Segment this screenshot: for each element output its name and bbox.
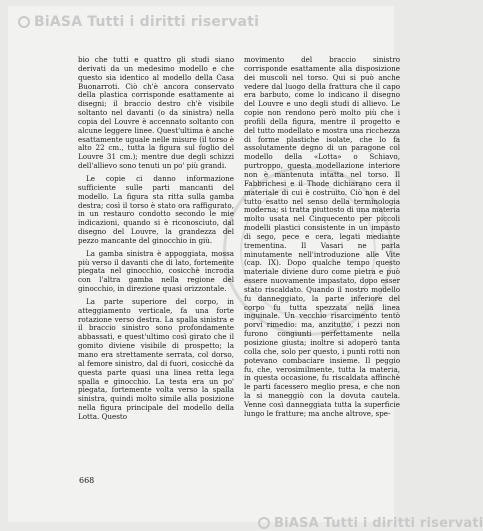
watermark-top bbox=[18, 14, 259, 30]
page-number: 668 bbox=[79, 476, 95, 485]
paragraph: movimento del braccio sinistro corrisponde esattamente alla disposizione dei muscoli nel torso. Qui si può anche vedere dal luogo della frattura che il capo era barbuto, come lo indicano il disegno del Louvre e uno degli studi di allievo. Le copie non rendono però molto più che i profili della figura, mentre il progetto e del tutto modellato e mostra una ricchezza di forme plastiche isolate, che lo fa assolutamente degno di un paragone col modello della «Lotta» o Schiavo, purtroppo, questa modellazione interiore non è mantenuta intatta nel torso. Il Fabbrichesi e il Thode dichiarano cera il materiale di cui è costruito. Ciò non è del tutto esatto nel senso della terminologia moderna; si tratta piuttosto di una materia molto usata nel Cinquecento per piccoli modelli plastici consistente in un impasto di sego, pece e cera, legati mediante trementina. Il Vasari ne parla minutamente nell'introduzione alle Vite (cap. IX). Dopo qualche tempo questo materiale diviene duro come pietra e può essere nuovamente impastato, dopo esser stato riscaldato. Quando il nostro modello fu danneggiato, la parte inferiore del corpo fu tutta spezzata nella linea inguinale. Un vecchio risarcimento tentò porvi rimedio: ma, anzitutto, i pezzi non furono congiunti perfettamente nella posizione giusta; inoltre si adoperò tanta colla che, solo per questo, i punti rotti non potevano combaciare insieme. Il peggio fu, che, verosimilmente, tutta la materia, in questa occasione, fu riscaldata affinchè le parti facessero meglio presa, e che non la si maneggiò con la dovuta cautela. Venne così danneggiata tutta la superficie lungo le fratture; ma anche altrove, spe- bbox=[244, 55, 400, 418]
document-page bbox=[8, 6, 483, 531]
watermark-logo-icon bbox=[18, 16, 30, 28]
watermark-bottom-text: BiASA Tutti i diritti riservati bbox=[274, 516, 483, 531]
text-column-left bbox=[78, 56, 234, 426]
paragraph: La gamba sinistra è appoggiata, mossa più verso il davanti che di lato, fortemente piegata nel ginocchio, cosicchè incrocia con l'altra gamba nella regione del ginocchio, in direzione quasi orizzontale. bbox=[78, 248, 234, 294]
watermark-logo-icon bbox=[258, 517, 270, 529]
watermark-top-text: BiASA Tutti i diritti riservati bbox=[34, 14, 260, 30]
text-column-right bbox=[244, 56, 400, 423]
paragraph: bio che tutti e quattro gli studi siano derivati da un medesimo modello e che questo sia identico al modello della Casa Buonarroti. Ciò ch'è ancora conservato della plastica corrisponde esattamente ai disegni; il braccio destro ch'è visibile soltanto nel davanti (o da sinistra) nella copia del Louvre è accennato soltanto con alcune leggere linee. Quest'ultima è anche esattamente uguale nelle misure (il torso è alto 22 cm., tutta la figura sul foglio del Louvre 31 cm.); mentre due degli schizzi dell'allievo sono tenuti un po' più grandi. bbox=[78, 55, 234, 171]
paragraph: Le copie ci danno informazione sufficiente sulle parti mancanti del modello. La figura sta ritta sulla gamba destra; così il torso è stato ora raffigurato, in un restauro condotto secondo le mie indicazioni, quando si è riconosciuto, dal disegno del Louvre, la grandezza del pezzo mancante del ginocchio in giù. bbox=[78, 173, 234, 245]
watermark-bottom bbox=[258, 516, 483, 531]
paragraph: La parte superiore del corpo, in atteggiamento verticale, fa una forte rotazione verso destra. La spalla sinistra e il braccio sinistro sono profondamente abbassati, e quest'ultimo così girato che il gomito diviene visibile di prospetto; la mano era strettamente serrata, col dorso, al femore sinistro, dal di fuori, cosicchè da questa parte quasi una linea retta lega spalla e ginocchio. La testa era un po' piegata, fortemente volta verso la spalla sinistra, quindi molto simile alla posizione nella figura principale del modello della Lotta. Questo bbox=[78, 296, 234, 421]
